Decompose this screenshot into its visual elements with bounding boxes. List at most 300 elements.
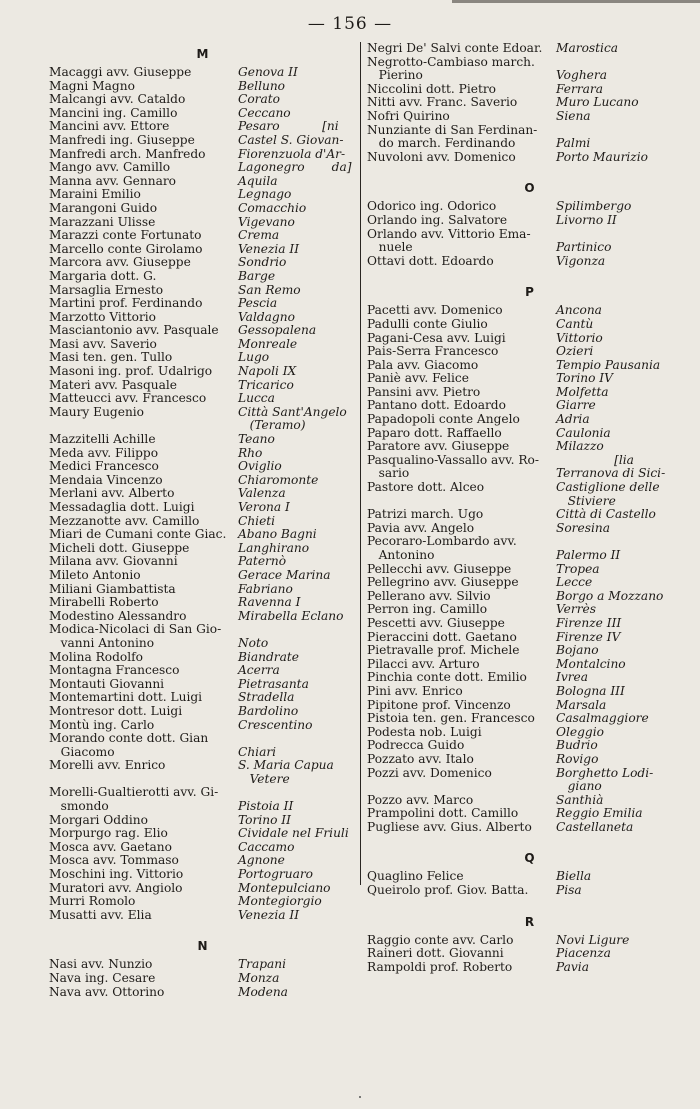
- entry-name: Quaglino Felice: [367, 869, 464, 884]
- list-item: [49, 827, 356, 841]
- list-item: [367, 780, 692, 794]
- list-item: [49, 555, 356, 569]
- entry-name: Mirabelli Roberto: [49, 595, 159, 610]
- entry-place: Langhirano: [238, 540, 310, 555]
- entry-name: Magni Magno: [49, 78, 135, 93]
- entry-name: Pacetti avv. Domenico: [367, 303, 503, 318]
- entry-name: Pipitone prof. Vincenzo: [367, 697, 511, 712]
- entry-place: [234, 732, 356, 746]
- list-item: [367, 603, 692, 617]
- entry-name: Moschini ing. Vittorio: [49, 867, 184, 882]
- entry-name: Queirolo prof. Giov. Batta.: [367, 883, 529, 898]
- list-item: [367, 42, 692, 56]
- list-item: [367, 359, 692, 373]
- entry-name: Pozzo avv. Marco: [367, 792, 474, 807]
- list-item: [49, 338, 356, 352]
- list-item: [367, 96, 692, 110]
- list-item: [367, 151, 692, 165]
- entry-name: Manfredi arch. Manfredo: [49, 146, 206, 161]
- entry-name: Pierino: [367, 68, 423, 83]
- list-item: [49, 773, 356, 787]
- section-letter: P: [525, 285, 534, 300]
- list-item: [367, 884, 692, 898]
- list-item: [49, 188, 356, 202]
- section-letter: Q: [524, 851, 535, 866]
- entry-place: Tricarico: [238, 377, 294, 392]
- entry-name: Pagani-Cesa avv. Luigi: [367, 330, 506, 345]
- entry-place: Chiari: [238, 744, 277, 759]
- list-item: [49, 528, 356, 542]
- list-item: [49, 986, 356, 1000]
- list-item: [367, 576, 692, 590]
- entry-place: Palermo II: [556, 548, 621, 562]
- column-divider: [360, 42, 361, 885]
- section-letter: O: [524, 181, 535, 196]
- list-item: [367, 794, 692, 808]
- list-item: [367, 454, 692, 468]
- entry-place: (Teramo): [238, 418, 306, 433]
- list-item: [367, 671, 692, 685]
- list-item: [49, 229, 356, 243]
- list-item: [49, 678, 356, 692]
- entry-name: Mancini ing. Camillo: [49, 105, 178, 120]
- list-item: [49, 895, 356, 909]
- entry-name: Rampoldi prof. Roberto: [367, 959, 513, 974]
- entry-place: Paternò: [238, 554, 287, 569]
- entry-name: smondo: [49, 799, 109, 814]
- entry-place: Livorno II: [556, 212, 617, 227]
- entry-name: Marangoni Guido: [49, 200, 158, 215]
- entry-place: Siena: [556, 108, 591, 123]
- entry-name: Paratore avv. Giuseppe: [367, 439, 510, 454]
- entry-place: Castellaneta: [556, 819, 634, 834]
- entry-place: Vigevano: [238, 214, 295, 229]
- list-item: [367, 214, 692, 228]
- entry-name: Raineri dott. Giovanni: [367, 946, 504, 961]
- entry-name: Montagna Francesco: [49, 663, 180, 678]
- entry-place: Borghetto Lodi-: [556, 765, 654, 780]
- list-item: [49, 583, 356, 597]
- entry-name: Maury Eugenio: [49, 404, 145, 419]
- entry-name: Molina Rodolfo: [49, 649, 144, 664]
- list-item: [49, 786, 356, 800]
- entry-place: Crema: [238, 228, 280, 243]
- entry-name: Martini prof. Ferdinando: [49, 296, 203, 311]
- list-item: [49, 243, 356, 257]
- entry-place: Verona I: [238, 500, 290, 514]
- entry-place: Comacchio: [238, 200, 307, 215]
- entry-place: Aquila: [238, 173, 278, 188]
- list-item: [49, 270, 356, 284]
- list-item: [367, 241, 692, 255]
- entry-place: Fabriano: [238, 581, 293, 596]
- entry-name: Murri Romolo: [49, 894, 136, 909]
- entry-name: Pais-Serra Francesco: [367, 344, 499, 359]
- list-item: [367, 386, 692, 400]
- list-item: [367, 332, 692, 346]
- entry-name: Montù ing. Carlo: [49, 717, 155, 732]
- entry-place: Pesaro [ni: [238, 119, 339, 134]
- entry-place: Spilimbergo: [556, 199, 632, 214]
- list-item: [367, 934, 692, 948]
- entry-name: vanni Antonino: [49, 635, 155, 650]
- entry-name: Modestino Alessandro: [49, 608, 187, 623]
- entry-place: Chiaromonte: [238, 472, 319, 487]
- entry-name: Margaria dott. G.: [49, 268, 157, 283]
- entry-name: Podesta nob. Luigi: [367, 724, 482, 739]
- entry-place: Bojano: [556, 643, 599, 658]
- entry-name: [49, 773, 234, 787]
- list-item: [367, 508, 692, 522]
- entry-place: Partinico: [556, 240, 612, 255]
- list-item: [49, 447, 356, 461]
- entry-name: Masciantonio avv. Pasquale: [49, 323, 219, 338]
- list-item: [367, 495, 692, 509]
- section-gap: [49, 922, 356, 934]
- list-item: [367, 522, 692, 536]
- list-item: [49, 800, 356, 814]
- right-column: [367, 42, 692, 974]
- entry-name: Pansini avv. Pietro: [367, 384, 481, 399]
- entry-name: Pilacci avv. Arturo: [367, 656, 480, 671]
- entry-name: Mileto Antonio: [49, 567, 141, 582]
- entry-place: Lugo: [238, 350, 270, 365]
- list-item: [49, 691, 356, 705]
- entry-place: Stiviere: [556, 493, 616, 508]
- top-edge-rule: [452, 0, 700, 3]
- entry-name: Montauti Giovanni: [49, 676, 165, 691]
- entry-place: Voghera: [556, 68, 607, 83]
- list-item: [49, 216, 356, 230]
- entry-place: Firenze IV: [556, 629, 621, 644]
- entry-place: Budrio: [556, 738, 598, 753]
- list-item: [367, 83, 692, 97]
- entry-place: giano: [556, 779, 602, 794]
- entry-place: Mirabella Eclano: [238, 608, 344, 623]
- entry-name: Marsaglia Ernesto: [49, 282, 164, 297]
- section-gap: [367, 898, 692, 910]
- list-item: [49, 202, 356, 216]
- entry-name: Marcora avv. Giuseppe: [49, 255, 191, 270]
- list-item: [49, 569, 356, 583]
- entry-name: Pozzato avv. Italo: [367, 751, 474, 766]
- entry-name: Macaggi avv. Giuseppe: [49, 65, 192, 79]
- page-number: — 156 —: [307, 14, 393, 34]
- list-item: [367, 712, 692, 726]
- list-item: [367, 699, 692, 713]
- entry-place: Lagonegro da]: [238, 160, 352, 175]
- list-item: [367, 767, 692, 781]
- list-item: [367, 726, 692, 740]
- entry-place: Venezia II: [238, 907, 300, 922]
- entry-place: San Remo: [238, 282, 301, 297]
- entry-name: Mosca avv. Tommaso: [49, 853, 179, 868]
- entry-name: Pala avv. Giacomo: [367, 357, 479, 372]
- entry-name: Musatti avv. Elia: [49, 907, 152, 922]
- entry-name: do march. Ferdinando: [367, 136, 516, 151]
- list-item: [367, 535, 692, 549]
- entry-name: Marzotto Vittorio: [49, 309, 157, 324]
- list-item: [49, 909, 356, 923]
- entry-name: Paparo dott. Raffaello: [367, 425, 502, 440]
- entry-place: Pescia: [238, 296, 278, 311]
- entry-place: Torino IV: [556, 371, 613, 386]
- entry-place: Terranova di Sici-: [556, 466, 666, 481]
- page-speck: [359, 1096, 361, 1098]
- entry-name: Pellegrino avv. Giuseppe: [367, 575, 519, 590]
- entry-name: Pistoia ten. gen. Francesco: [367, 711, 535, 726]
- entry-place: Cividale nel Friuli: [238, 826, 349, 841]
- entry-place: Trapani: [238, 957, 287, 972]
- list-item: [49, 433, 356, 447]
- entry-place: [552, 535, 692, 549]
- entry-name: Pantano dott. Edoardo: [367, 398, 506, 413]
- entry-name: Milana avv. Giovanni: [49, 554, 178, 569]
- list-item: [367, 228, 692, 242]
- entry-name: Antonino: [367, 548, 435, 562]
- entry-place: Soresina: [556, 520, 610, 535]
- entry-place: Lucca: [238, 391, 275, 406]
- list-item: [367, 961, 692, 975]
- entry-name: sario: [367, 466, 410, 481]
- section-letter: R: [524, 914, 535, 929]
- list-item: [49, 746, 356, 760]
- list-item: [367, 427, 692, 441]
- list-item: [367, 947, 692, 961]
- entry-name: Pieraccini dott. Gaetano: [367, 629, 517, 644]
- entry-name: Montresor dott. Luigi: [49, 703, 183, 718]
- entry-name: Marcello conte Girolamo: [49, 241, 203, 256]
- list-item: [367, 56, 692, 70]
- list-item: [367, 255, 692, 269]
- list-item: [49, 623, 356, 637]
- entry-name: Morgari Oddino: [49, 812, 148, 827]
- entry-name: Pini avv. Enrico: [367, 683, 463, 698]
- entry-name: Meda avv. Filippo: [49, 445, 159, 460]
- entry-name: Pugliese avv. Gius. Alberto: [367, 819, 532, 834]
- entry-place: Città Sant'Angelo: [238, 404, 347, 419]
- entry-place: Palmi: [556, 136, 591, 151]
- list-item: [49, 958, 356, 972]
- entry-place: Pietrasanta: [238, 676, 309, 691]
- entry-place: Fiorenzuola d'Ar-: [238, 146, 346, 161]
- entry-name: Mosca avv. Gaetano: [49, 839, 172, 854]
- entry-place: Firenze III: [556, 615, 622, 630]
- entry-name: Miliani Giambattista: [49, 581, 176, 596]
- list-item: [367, 110, 692, 124]
- entry-place: Gessopalena: [238, 323, 317, 338]
- entry-name: Pellerano avv. Silvio: [367, 588, 491, 603]
- list-item: [49, 120, 356, 134]
- entry-place: Marsala: [556, 697, 607, 712]
- list-item: [49, 161, 356, 175]
- entry-place: Biella: [556, 869, 592, 884]
- list-item: [367, 304, 692, 318]
- list-item: [367, 481, 692, 495]
- entry-place: Santhià: [556, 792, 604, 807]
- entry-name: [49, 419, 234, 433]
- list-item: [49, 972, 356, 986]
- list-item: [367, 870, 692, 884]
- list-item: [367, 69, 692, 83]
- entry-name: Nofri Quirino: [367, 108, 450, 123]
- list-item: [49, 419, 356, 433]
- list-item: [49, 515, 356, 529]
- entry-place: Ferrara: [556, 81, 604, 96]
- entry-name: Manna avv. Gennaro: [49, 173, 176, 188]
- list-item: [49, 256, 356, 270]
- entry-place: Venezia II: [238, 241, 300, 256]
- list-item: [49, 351, 356, 365]
- entry-place: Vittorio: [556, 330, 603, 345]
- entry-place: Casalmaggiore: [556, 711, 649, 726]
- entry-name: Nava avv. Ottorino: [49, 984, 165, 999]
- entry-place: Pistoia II: [238, 799, 294, 814]
- list-item: [49, 868, 356, 882]
- entry-name: Niccolini dott. Pietro: [367, 81, 497, 96]
- entry-name: Marazzi conte Fortunato: [49, 228, 202, 243]
- entry-place: Corato: [238, 92, 280, 107]
- list-item: [367, 399, 692, 413]
- list-item: [49, 406, 356, 420]
- entry-place: Gerace Marina: [238, 567, 331, 582]
- list-item: [367, 658, 692, 672]
- left-column: [49, 42, 356, 999]
- entry-place: Verrès: [556, 602, 597, 617]
- entry-place: Lecce: [556, 575, 593, 590]
- entry-name: Orlando ing. Salvatore: [367, 212, 508, 227]
- list-item: [367, 549, 692, 563]
- entry-name: Miari de Cumani conte Giac.: [49, 527, 227, 542]
- entry-place: Marostica: [556, 41, 619, 55]
- entry-name: Malcangi avv. Cataldo: [49, 92, 186, 107]
- entry-place: Bardolino: [238, 703, 299, 718]
- list-item: [49, 148, 356, 162]
- entry-place: Oleggio: [556, 724, 604, 739]
- entry-name: Merlani avv. Alberto: [49, 486, 175, 501]
- entry-name: Pescetti avv. Giuseppe: [367, 615, 505, 630]
- entry-name: [367, 495, 552, 509]
- list-item: [49, 324, 356, 338]
- entry-place: [552, 124, 692, 138]
- entry-name: Pasqualino-Vassallo avv. Ro-: [367, 452, 540, 467]
- list-item: [367, 617, 692, 631]
- list-item: [49, 596, 356, 610]
- entry-name: Mezzanotte avv. Camillo: [49, 513, 200, 528]
- list-item: [49, 474, 356, 488]
- entry-place: Genova II: [238, 65, 298, 79]
- entry-name: Nitti avv. Franc. Saverio: [367, 95, 518, 110]
- entry-place: Biandrate: [238, 649, 299, 664]
- list-item: [49, 297, 356, 311]
- list-item: [367, 318, 692, 332]
- list-item: [367, 739, 692, 753]
- list-item: [367, 200, 692, 214]
- list-item: [367, 644, 692, 658]
- entry-place: Noto: [238, 635, 269, 650]
- entry-name: Paniè avv. Felice: [367, 371, 469, 386]
- entry-place: Modena: [238, 984, 288, 999]
- entry-name: Raggio conte avv. Carlo: [367, 932, 514, 947]
- entry-place: Valdagno: [238, 309, 295, 324]
- entry-place: Reggio Emilia: [556, 806, 643, 821]
- entry-place: Monza: [238, 971, 280, 985]
- entry-name: Giacomo: [49, 744, 115, 759]
- entry-name: Pavia avv. Angelo: [367, 520, 475, 535]
- entry-place: Vigonza: [556, 253, 606, 268]
- list-item: [49, 854, 356, 868]
- entry-place: Teano: [238, 432, 275, 447]
- entry-name: Manfredi ing. Giuseppe: [49, 132, 195, 147]
- entry-place: [lia: [556, 452, 634, 467]
- entry-place: Tropea: [556, 561, 600, 576]
- entry-name: Pietravalle prof. Michele: [367, 643, 520, 658]
- entry-place: S. Maria Capua: [238, 758, 334, 773]
- entry-place: Rho: [238, 445, 263, 460]
- list-item: [367, 137, 692, 151]
- entry-name: Mango avv. Camillo: [49, 160, 171, 175]
- entry-name: Papadopoli conte Angelo: [367, 412, 520, 427]
- entry-name: Perron ing. Camillo: [367, 602, 488, 617]
- entry-place: Valenza: [238, 486, 286, 501]
- list-item: [367, 467, 692, 481]
- entry-place: Napoli IX: [238, 364, 297, 379]
- entry-place: Porto Maurizio: [556, 149, 648, 164]
- list-item: [49, 311, 356, 325]
- entry-name: Micheli dott. Giuseppe: [49, 540, 190, 555]
- entry-name: Morelli avv. Enrico: [49, 758, 166, 773]
- list-item: [367, 753, 692, 767]
- entry-place: Oviglio: [238, 459, 282, 474]
- entry-place: Ceccano: [238, 105, 291, 120]
- list-item: [49, 651, 356, 665]
- entry-place: Abano Bagni: [238, 527, 317, 542]
- entry-name: Mendaia Vincenzo: [49, 472, 163, 487]
- entry-place: [552, 56, 692, 70]
- entry-name: Matteucci avv. Francesco: [49, 391, 207, 406]
- entry-name: Masoni ing. prof. Udalrigo: [49, 364, 213, 379]
- entry-place: Stradella: [238, 690, 295, 705]
- entry-name: Patrizi march. Ugo: [367, 507, 484, 522]
- entry-name: Marazzani Ulisse: [49, 214, 156, 229]
- list-item: [49, 501, 356, 515]
- list-item: [367, 124, 692, 138]
- entry-name: Materi avv. Pasquale: [49, 377, 177, 392]
- entry-name: Pozzi avv. Domenico: [367, 765, 492, 780]
- list-item: [49, 882, 356, 896]
- list-item: [49, 719, 356, 733]
- entry-place: Monreale: [238, 336, 298, 351]
- entry-place: Crescentino: [238, 717, 313, 732]
- list-item: [49, 93, 356, 107]
- entry-name: [367, 780, 552, 794]
- entry-name: Orlando avv. Vittorio Ema-: [367, 226, 531, 241]
- list-item: [367, 563, 692, 577]
- entry-place: Città di Castello: [556, 507, 656, 522]
- list-item: [49, 392, 356, 406]
- entry-name: Nava ing. Cesare: [49, 971, 156, 985]
- list-item: [367, 345, 692, 359]
- entry-place: Borgo a Mozzano: [556, 588, 664, 603]
- entry-place: Muro Lucano: [556, 95, 639, 110]
- entry-place: Acerra: [238, 663, 280, 678]
- entry-name: Pastore dott. Alceo: [367, 480, 485, 495]
- entry-place: [552, 228, 692, 242]
- entry-place: Caccamo: [238, 839, 295, 854]
- entry-place: Vetere: [238, 771, 290, 786]
- entry-name: Medici Francesco: [49, 459, 159, 474]
- list-item: [49, 66, 356, 80]
